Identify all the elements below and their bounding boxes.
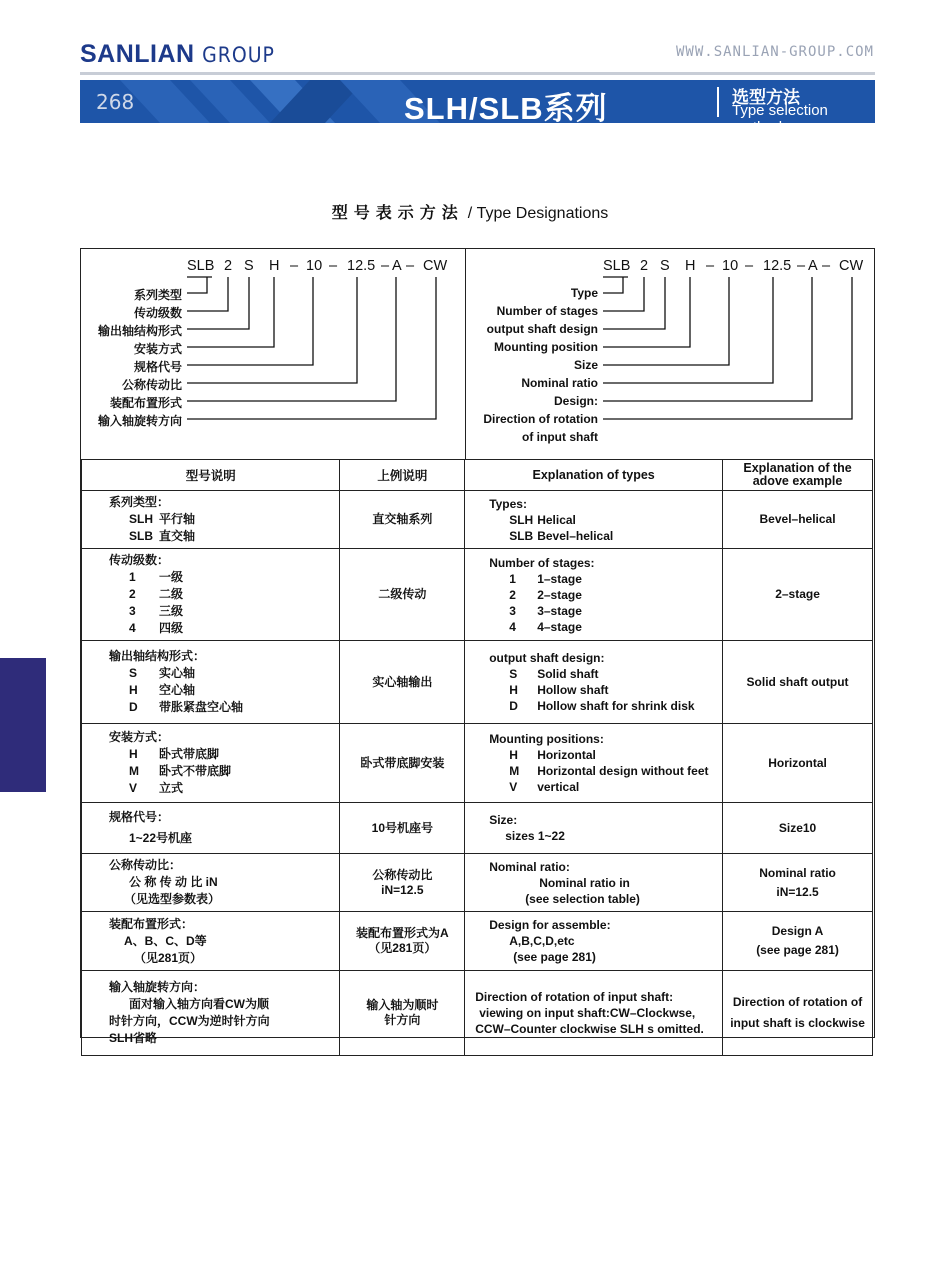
table-row [82,854,873,912]
cn-example-line: 卧式带底脚安装 [360,755,445,770]
label-rotation: 输入轴旋转方向 [97,414,182,428]
header-cn-example: 上例说明 [340,460,465,491]
en-description-line [489,587,718,603]
table-row [82,912,873,971]
cn-description-line [109,569,335,586]
code-key: H [129,747,138,761]
code-part-series: SLB [187,258,215,274]
table-row [82,641,873,724]
cell-cn-example [340,803,465,854]
code-meaning: Helical [537,512,576,527]
code-key: 4 [509,619,516,634]
cn-description-line [109,780,335,797]
label-type: Type [570,286,598,300]
code-dash: – [290,258,299,274]
en-description-line: (see selection table) [525,891,640,906]
cell-en-example [723,491,873,549]
table-row [82,491,873,549]
code-meaning: 1–stage [537,571,582,586]
table-header-row [82,460,873,491]
code-key: V [129,781,138,795]
cell-cn-description [82,549,340,641]
cell-en-description [465,641,723,724]
en-description-line [489,512,718,528]
label-number-of-stages: Number of stages [496,304,598,318]
title-banner [80,80,875,136]
code-meaning: 平行轴 [159,512,196,526]
label-output-shaft-design: output shaft design [486,322,598,336]
cn-description-line: 输出轴结构形式： [109,649,206,663]
label-design: Design: [553,394,598,408]
en-example-line: Size10 [778,820,817,835]
cn-description-line: 面对输入轴方向看CW为顺 [129,997,269,1011]
en-example-line: input shaft is clockwise [730,1016,865,1030]
series-title: SLH/SLB系列 [404,91,608,126]
page-heading: 型号表示方法 / Type Designations [331,205,609,222]
section-title-cn: 选型方法 [732,88,800,107]
table-row [82,971,873,1056]
brand-logo: SANLIAN GROUP [80,40,275,68]
code-dash: – [329,258,338,274]
en-description-line [489,763,718,779]
code-part-stages: 2 [640,258,649,274]
en-description-line: (see page 281) [513,950,596,964]
code-part-mounting: H [685,258,696,274]
cell-en-description [465,912,723,971]
table-row [82,549,873,641]
cell-en-example [723,912,873,971]
code-key: V [509,780,518,794]
cn-example-line: 直交轴系列 [372,512,433,526]
en-description-line: Size: [489,813,518,827]
cn-description-line [109,699,335,716]
header-en-example: Explanation of the adove example [723,460,873,491]
en-example-line: (see page 281) [756,943,839,957]
code-key: D [509,699,518,713]
cn-description-line: （见选型参数表） [124,892,221,906]
en-description-line [489,603,718,619]
side-tab [0,658,46,792]
code-part-ratio: 12.5 [347,258,376,274]
label-design: 装配布置形式 [109,396,182,410]
en-example-line: Direction of rotation of [732,995,863,1009]
website-url: WWW.SANLIAN-GROUP.COM [675,44,874,60]
header-en-description: Explanation of types [465,460,723,491]
code-meaning: Horizontal [537,748,596,762]
en-example-line: Solid shaft output [746,674,849,689]
cell-cn-example [340,971,465,1056]
cn-description-line: 公称传动比： [109,858,182,872]
en-description-line: viewing on input shaft:CW–Clockwse, [479,1006,696,1020]
code-meaning: 带胀紧盘空心轴 [159,700,244,714]
section-title-en: Type selection method [732,102,828,136]
code-key: 3 [129,604,136,618]
header-rule [80,72,875,75]
cn-description-line [109,682,335,699]
cn-example-line: 输入轴为顺时 [366,998,439,1012]
connector-lines-en [466,249,873,459]
label-series-type: 系列类型 [133,288,182,302]
cn-description-line: 公 称 传 动 比 iN [129,875,218,889]
code-meaning: 一级 [159,570,184,584]
cell-cn-description [82,912,340,971]
code-part-design: A [392,258,402,274]
cn-description-line [109,511,335,528]
en-description-line [489,666,718,682]
code-meaning: 二级 [159,587,184,601]
code-part-rotation: CW [839,258,864,274]
code-meaning: 3–stage [537,603,582,618]
cell-cn-description [82,641,340,724]
code-key: 1 [129,570,136,584]
cn-description-line: 系列类型： [109,495,170,509]
cell-en-example [723,803,873,854]
label-mounting: 安装方式 [133,342,182,356]
code-meaning: Solid shaft [537,667,599,681]
cell-cn-example [340,549,465,641]
code-key: H [509,683,518,697]
code-meaning: Hollow shaft for shrink disk [537,699,695,713]
en-description-line: A,B,C,D,etc [509,934,575,948]
cn-description-line [109,603,335,620]
en-description-line [489,682,718,698]
label-direction-of-rotation: Direction of rotation [483,412,598,426]
code-key: H [129,683,138,697]
cell-en-example [723,971,873,1056]
cell-en-description [465,724,723,803]
cell-en-description [465,491,723,549]
designation-table [81,459,873,1056]
en-description-line: Mounting positions: [489,732,604,746]
code-part-size: 10 [306,258,323,274]
cell-cn-example [340,641,465,724]
code-meaning: Bevel–helical [537,528,614,543]
cn-example-line: 二级传动 [378,587,427,601]
code-meaning: vertical [537,780,580,794]
code-meaning: 三级 [159,604,184,618]
code-dash: – [406,258,415,274]
code-key: M [509,764,520,778]
code-meaning: 空心轴 [159,683,196,697]
code-key: SLH [129,512,153,526]
en-description-line: Nominal ratio: [489,859,570,874]
cn-description-line [109,665,335,682]
cell-en-example [723,724,873,803]
label-mounting-position: Mounting position [494,340,598,354]
header-cn-description: 型号说明 [82,460,340,491]
code-part-stages: 2 [224,258,233,274]
cn-description-line: 时针方向，CCW为逆时针方向 [109,1014,270,1028]
cell-cn-description [82,854,340,912]
en-description-line: Direction of rotation of input shaft: [475,990,674,1004]
code-key: 3 [509,603,516,618]
code-part-shaft: S [660,258,670,274]
code-dash: – [797,258,806,274]
cell-cn-example [340,854,465,912]
cell-en-description [465,971,723,1056]
cell-cn-description [82,803,340,854]
cn-description-line: 装配布置形式： [109,916,194,931]
title-divider [717,87,719,117]
cell-en-description [465,854,723,912]
en-example-line: Bevel–helical [759,512,836,526]
cn-description-line: 传动级数： [109,553,170,567]
code-part-design: A [808,258,818,274]
cell-cn-description [82,491,340,549]
label-output-shaft: 输出轴结构形式 [97,324,182,338]
cn-example-line: 装配布置形式为A [355,926,449,940]
code-key: SLB [129,529,153,543]
label-size: 规格代号 [133,360,182,374]
code-part-series: SLB [603,258,631,274]
en-description-line: CCW–Counter clockwise SLH s omitted. [475,1022,704,1036]
code-part-size: 10 [722,258,739,274]
en-description-line [489,747,718,763]
cn-description-line: 规格代号： [109,810,170,824]
en-example-line: Nominal ratio [759,865,836,880]
code-meaning: 2–stage [537,587,582,602]
cn-description-line: A、B、C、D等 [124,933,207,948]
en-example-line: iN=12.5 [776,884,819,899]
cell-en-description [465,549,723,641]
code-part-ratio: 12.5 [763,258,792,274]
en-description-line [489,571,718,587]
table-row [82,803,873,854]
cell-cn-description [82,724,340,803]
cn-example-line: iN=12.5 [381,882,424,897]
en-example-line: Horizontal [768,755,827,770]
code-key: S [509,667,518,681]
cn-description-line [109,586,335,603]
cn-example-line: 针方向 [384,1013,421,1027]
code-meaning: Hollow shaft [537,683,609,697]
code-key: D [129,700,138,714]
cn-description-line [109,620,335,637]
code-part-mounting: H [269,258,280,274]
code-key: 2 [509,587,516,602]
cell-cn-example [340,912,465,971]
code-key: 2 [129,587,136,601]
code-meaning: 卧式带底脚 [159,747,220,761]
code-part-rotation: CW [423,258,448,274]
code-dash: – [745,258,754,274]
code-key: SLB [509,528,534,543]
page-number: 268 [96,90,135,114]
cn-description-line: 1~22号机座 [129,831,193,845]
cn-description-line [109,528,335,545]
code-meaning: 四级 [159,621,184,635]
cn-description-line: （见281页） [134,950,203,965]
cn-description-line: 安装方式： [109,730,170,744]
en-example-line: Design A [771,924,824,938]
cell-cn-example [340,491,465,549]
code-key: SLH [509,512,534,527]
cell-en-example [723,854,873,912]
code-meaning: 直交轴 [159,529,196,543]
code-key: M [129,764,139,778]
code-dash: – [706,258,715,274]
cell-cn-description [82,971,340,1056]
label-of-input-shaft: of input shaft [522,430,598,444]
cn-description-line [109,746,335,763]
cell-en-example [723,549,873,641]
cn-example-line: 公称传动比 [372,867,433,882]
code-key: H [509,748,518,762]
cn-description-line: SLH省略 [109,1031,158,1045]
en-description-line: Design for assemble: [489,918,611,932]
cn-description-line: 输入轴旋转方向： [109,980,206,994]
code-key: S [129,666,138,680]
en-description-line: Nominal ratio in [539,875,630,890]
code-meaning: 实心轴 [159,666,196,680]
code-meaning: 4–stage [537,619,582,634]
code-dash: – [822,258,831,274]
code-meaning: 立式 [159,781,184,795]
code-meaning: 卧式不带底脚 [159,764,232,778]
cell-cn-example [340,724,465,803]
cell-en-description [465,803,723,854]
en-description-line [489,528,718,544]
cn-example-line: 实心轴输出 [372,674,433,689]
table-row [82,724,873,803]
code-meaning: Horizontal design without feet [537,764,709,778]
en-description-line: output shaft design: [489,651,605,665]
en-description-line: sizes 1~22 [505,829,565,843]
en-description-line [489,698,718,714]
cell-en-example [723,641,873,724]
label-ratio: 公称传动比 [121,378,182,392]
en-description-line: Types: [489,496,527,511]
en-description-line [489,619,718,635]
code-part-shaft: S [244,258,254,274]
code-dash: – [381,258,390,274]
label-stages: 传动级数 [133,306,182,320]
code-key: 1 [509,571,516,586]
label-size: Size [573,358,598,372]
en-example-line: 2–stage [775,587,820,601]
designation-diagram-cn [81,249,465,459]
en-description-line [489,779,718,795]
cn-example-line: （见281页） [368,941,437,955]
code-key: 4 [129,621,136,635]
cn-description-line [109,763,335,780]
cn-example-line: 10号机座号 [371,820,433,835]
en-description-line: Number of stages: [489,555,595,570]
designation-frame [80,248,875,1045]
table-body [82,491,873,1056]
label-nominal-ratio: Nominal ratio [521,376,598,390]
designation-diagram-en [466,249,873,459]
